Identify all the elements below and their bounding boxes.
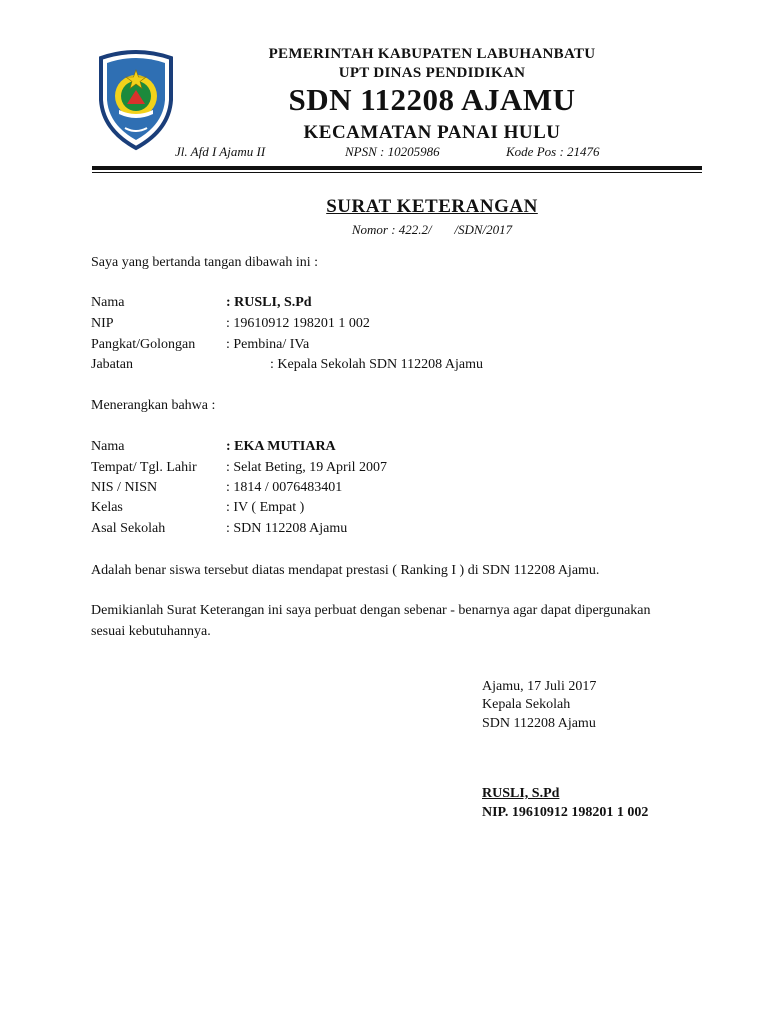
- signer-label: Nama: [91, 295, 125, 310]
- postal-code-text: Kode Pos : 21476: [506, 144, 600, 159]
- department-line: UPT DINAS PENDIDIKAN: [338, 65, 526, 81]
- student-value: : IV ( Empat ): [226, 500, 305, 515]
- address-text: Jl. Afd I Ajamu II: [175, 144, 266, 159]
- closing-text-line2: sesuai kebutuhannya.: [91, 624, 211, 639]
- signer-value: : 19610912 198201 1 002: [226, 316, 370, 331]
- signer-label: NIP: [91, 316, 114, 331]
- student-value: : EKA MUTIARA: [226, 439, 336, 454]
- closing-text-line1: Demikianlah Surat Keterangan ini saya perbuat dengan sebenar - benarnya agar dapat dipergunakan: [91, 603, 651, 618]
- student-label: Kelas: [91, 500, 123, 515]
- npsn-text: NPSN : 10205986: [345, 144, 440, 159]
- signer-value: : Kepala Sekolah SDN 112208 Ajamu: [270, 357, 483, 372]
- government-line: PEMERINTAH KABUPATEN LABUHANBATU: [268, 46, 596, 62]
- header-divider-thick: [92, 166, 702, 170]
- letter-title: SURAT KETERANGAN: [326, 196, 538, 217]
- intro-text: Saya yang bertanda tangan dibawah ini :: [91, 255, 319, 270]
- student-label: Nama: [91, 439, 125, 454]
- header-divider-thin: [92, 172, 702, 173]
- student-label: NIS / NISN: [91, 480, 158, 495]
- signer-position: Kepala Sekolah: [482, 697, 571, 712]
- place-date: Ajamu, 17 Juli 2017: [482, 679, 597, 694]
- signer-label: Pangkat/Golongan: [91, 337, 196, 352]
- student-label: Asal Sekolah: [91, 521, 166, 536]
- student-value: : Selat Beting, 19 April 2007: [226, 460, 387, 475]
- signature-name: RUSLI, S.Pd: [482, 786, 560, 801]
- student-label: Tempat/ Tgl. Lahir: [91, 460, 197, 475]
- signer-value: : RUSLI, S.Pd: [226, 295, 312, 310]
- signature-nip: NIP. 19610912 198201 1 002: [482, 805, 649, 820]
- student-value: : SDN 112208 Ajamu: [226, 521, 348, 536]
- school-name: SDN 112208 AJAMU: [288, 82, 576, 117]
- letter-number: Nomor : 422.2/ /SDN/2017: [351, 222, 513, 237]
- signer-school: SDN 112208 Ajamu: [482, 716, 596, 731]
- student-value: : 1814 / 0076483401: [226, 480, 343, 495]
- signer-value: : Pembina/ IVa: [226, 337, 310, 352]
- signer-label: Jabatan: [91, 357, 133, 372]
- statement-text: Adalah benar siswa tersebut diatas mendapat prestasi ( Ranking I ) di SDN 112208 Ajamu.: [91, 563, 600, 578]
- states-text: Menerangkan bahwa :: [91, 398, 216, 413]
- district-line: KECAMATAN PANAI HULU: [303, 122, 561, 143]
